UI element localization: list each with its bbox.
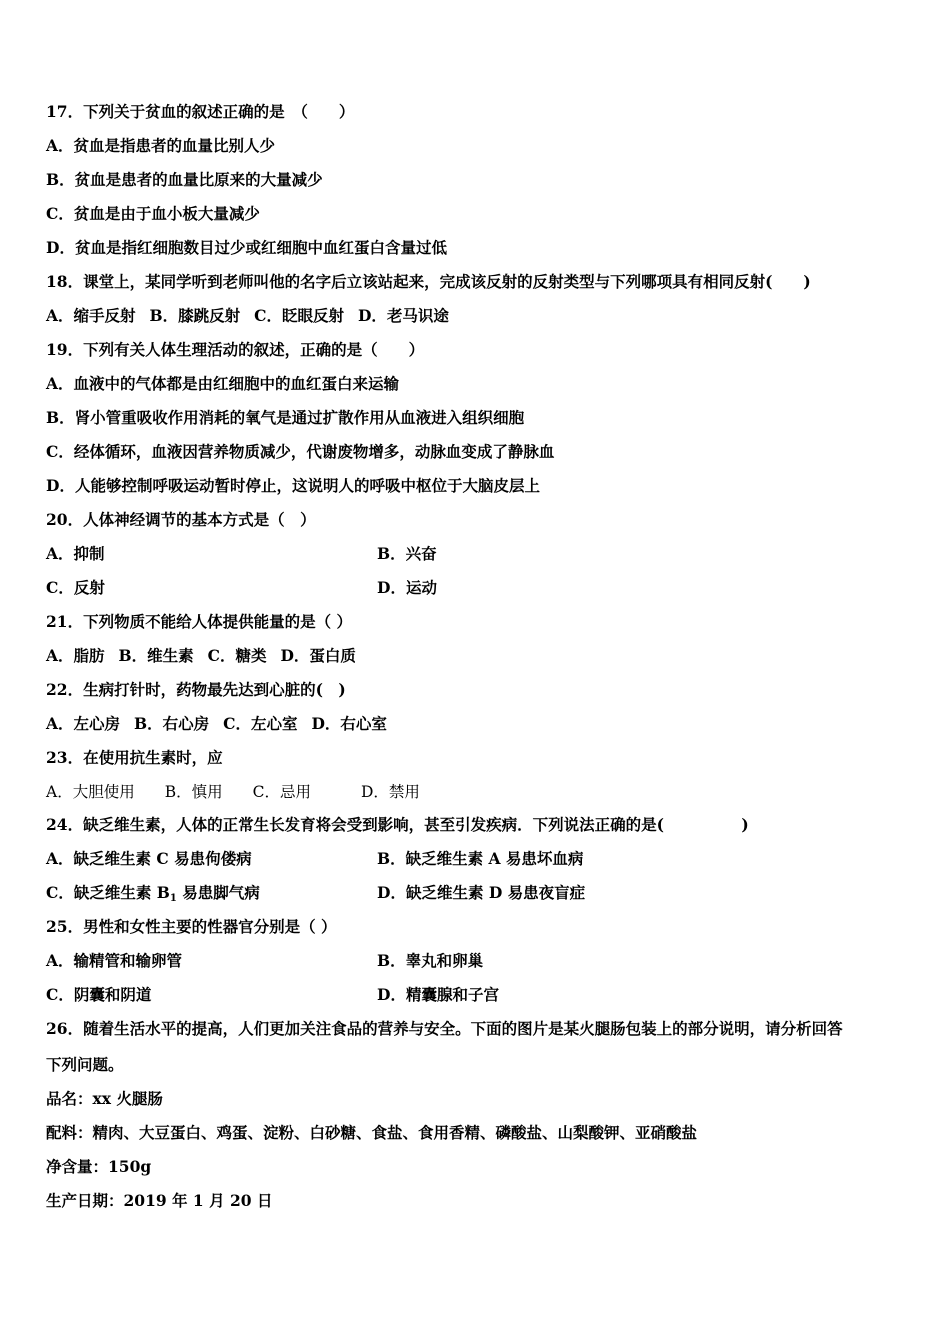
q18-option-c: C．眨眼反射 (254, 306, 344, 325)
q21-option-c: C．糖类 (207, 646, 267, 665)
q21-stem: 21．下列物质不能给人体提供能量的是（ ） (46, 612, 352, 631)
q23-options (46, 782, 420, 802)
q26-production-date: 生产日期：2019 年 1 月 20 日 (46, 1191, 273, 1210)
q20-options-row2 (46, 578, 906, 598)
q26-product-name: 品名：xx 火腿肠 (46, 1089, 163, 1108)
q21-option-a: A．脂肪 (46, 646, 105, 665)
q18-option-b: B．膝跳反射 (149, 306, 241, 325)
q19-option-a: A．血液中的气体都是由红细胞中的血红蛋白来运输 (46, 374, 400, 393)
q24-option-c: C．缺乏维生素 $B_1$ 易患脚气病 (46, 883, 260, 904)
q25-options-row1 (46, 951, 906, 971)
q20-option-a: A．抑制 (46, 544, 105, 563)
q18-options (46, 306, 449, 326)
q26-stem-line1: 26．随着生活水平的提高，人们更加关注食品的营养与安全。下面的图片是某火腿肠包装上的部分说明，请分析回答 (46, 1019, 843, 1038)
q17-option-c: C．贫血是由于血小板大量减少 (46, 204, 260, 223)
q25-option-b: B．睾丸和卵巢 (377, 951, 484, 970)
q25-option-c: C．阴囊和阴道 (46, 985, 152, 1004)
q24-option-b: B．缺乏维生素 A 易患坏血病 (377, 849, 584, 868)
q17-stem: 17．下列关于贫血的叙述正确的是 （ ） (46, 102, 355, 121)
q20-option-c: C．反射 (46, 578, 105, 597)
q22-option-b: B．右心房 (134, 714, 210, 733)
q23-option-c: C．忌用 (252, 783, 311, 801)
q19-option-b: B．肾小管重吸收作用消耗的氧气是通过扩散作用从血液进入组织细胞 (46, 408, 525, 427)
q22-stem: 22．生病打针时，药物最先达到心脏的( ) (46, 680, 346, 699)
q22-option-c: C．左心室 (223, 714, 298, 733)
q25-stem: 25．男性和女性主要的性器官分别是（ ） (46, 917, 337, 936)
q24-option-a: A．缺乏维生素 C 易患佝偻病 (46, 849, 252, 868)
q17-option-b: B．贫血是患者的血量比原来的大量减少 (46, 170, 323, 189)
q22-options (46, 714, 387, 734)
q24-option-d: D．缺乏维生素 D 易患夜盲症 (377, 883, 586, 902)
q22-option-a: A．左心房 (46, 714, 121, 733)
q20-option-b: B．兴奋 (377, 544, 437, 563)
q26-net-weight: 净含量：150g (46, 1157, 152, 1176)
q26-stem-line2: 下列问题。 (46, 1055, 124, 1074)
q25-option-a: A．输精管和输卵管 (46, 951, 183, 970)
q25-options-row2 (46, 985, 906, 1005)
q24-stem: 24．缺乏维生素，人体的正常生长发育将会受到影响，甚至引发疾病．下列说法正确的是( ) (46, 815, 749, 834)
q23-option-b: B．慎用 (164, 783, 223, 801)
q20-stem: 20．人体神经调节的基本方式是（ ） (46, 510, 316, 529)
q19-option-d: D．人能够控制呼吸运动暂时停止，这说明人的呼吸中枢位于大脑皮层上 (46, 476, 540, 495)
q20-option-d: D．运动 (377, 578, 437, 597)
q21-options (46, 646, 356, 666)
q18-option-a: A．缩手反射 (46, 306, 136, 325)
q19-stem: 19．下列有关人体生理活动的叙述，正确的是（ ） (46, 340, 425, 359)
q21-option-d: D．蛋白质 (280, 646, 356, 665)
q23-option-d: D．禁用 (360, 783, 420, 801)
q17-option-a: A．贫血是指患者的血量比别人少 (46, 136, 276, 155)
q24-options-row1 (46, 849, 906, 869)
q17-option-d: D．贫血是指红细胞数目过少或红细胞中血红蛋白含量过低 (46, 238, 447, 257)
q23-option-a: A．大胆使用 (46, 783, 135, 801)
q20-options-row1 (46, 544, 906, 564)
q23-stem: 23．在使用抗生素时，应 (46, 748, 223, 767)
q22-option-d: D．右心室 (311, 714, 387, 733)
q18-stem: 18．课堂上，某同学听到老师叫他的名字后立该站起来，完成该反射的反射类型与下列哪项具有相同反射( ) (46, 272, 811, 291)
q21-option-b: B．维生素 (118, 646, 194, 665)
q24-options-row2 (46, 883, 906, 909)
q19-option-c: C．经体循环，血液因营养物质减少，代谢废物增多，动脉血变成了静脉血 (46, 442, 555, 461)
q26-ingredients: 配料：精肉、大豆蛋白、鸡蛋、淀粉、白砂糖、食盐、食用香精、磷酸盐、山梨酸钾、亚硝酸盐 (46, 1123, 698, 1142)
q18-option-d: D．老马识途 (357, 306, 449, 325)
q25-option-d: D．精囊腺和子宫 (377, 985, 499, 1004)
